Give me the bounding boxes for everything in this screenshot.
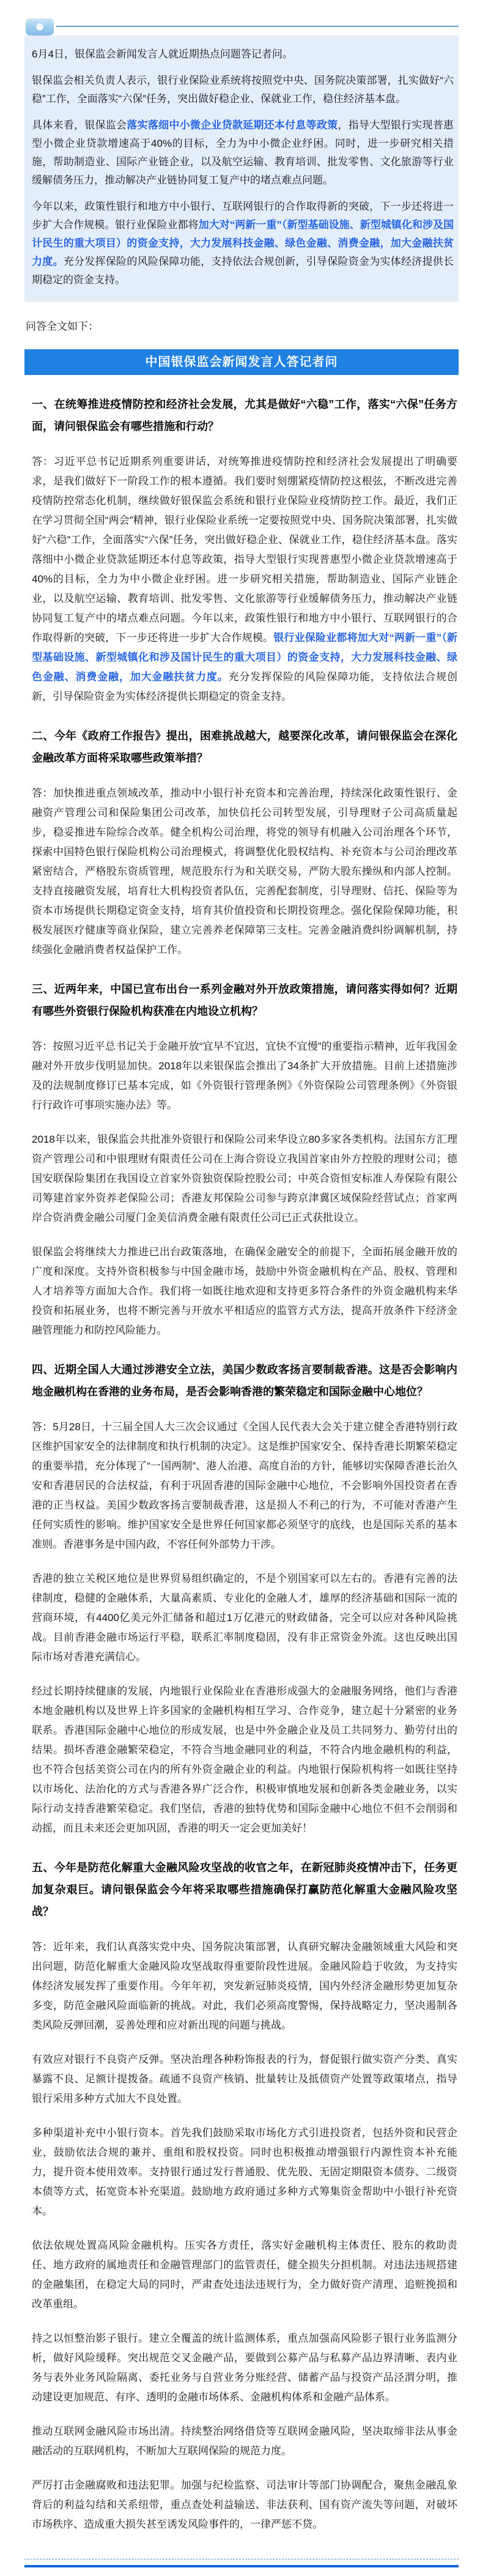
qa-title-banner: 中国银保监会新闻发言人答记者问: [24, 349, 459, 375]
question-heading: 五、今年是防范化解重大金融风险攻坚战的收官之年，在新冠肺炎疫情冲击下，任务更加复杂艰巨。请问银保监会今年将采取哪些措施确保打赢防范化解重大金融风险攻坚战？: [32, 1861, 457, 1918]
body-text: 严厉打击金融腐败和违法犯罪。加强与纪检监察、司法审计等部门协调配合，聚焦金融乱象背后的利益勾结和关系纽带，重点查处利益输送、非法获利、国有资产流失等问题，对破坏市场秩序、造成重大损失甚至诱发风险事件的，一律严惩不贷。: [32, 2479, 457, 2530]
body-text: 答：按照习近平总书记关于金融开放“宜早不宜迟，宜快不宜慢”的重要指示精神，近年我国金融对外开放步伐明显加快。2018年以来银保监会推出了34条扩大开放措施。目前上述措施涉及的法规制度修订已基本完成，如《外资银行管理条例》《外资保险公司管理条例》《外资银行行政许可事项实施办法》等。: [32, 1041, 457, 1111]
question-heading: 三、近两年来，中国已宣布出台一系列金融对外开放政策措施，请问落实得如何？近期有哪些外资银行保险机构获准在内地设立机构？: [32, 983, 457, 1017]
answer-paragraph: [32, 2476, 457, 2534]
answer-paragraph: [32, 2422, 457, 2461]
qa-leadin-text: 问答全文如下：: [26, 321, 98, 332]
intro-decoration: [24, 18, 459, 35]
answer-paragraph: [32, 1569, 457, 1667]
body-text: 6月4日，银保监会新闻发言人就近期热点问题答记者问。: [32, 48, 293, 60]
question-heading: 二、今年《政府工作报告》提出，困难挑战越大，越要深化改革，请问银保监会在深化金融改革方面将采取哪些政策举措？: [32, 730, 457, 764]
body-text: 有效应对银行不良资产反弹。坚决治理各种粉饰报表的行为，督促银行做实资产分类、真实暴露不良、足额计提拨备。疏通不良资产核销、批量转让及抵债资产处置等政策堵点，指导银行采用多种方式加大不良处置。: [32, 2054, 457, 2104]
question-heading: 四、近期全国人大通过涉港安全立法，美国少数政客扬言要制裁香港。这是否会影响内地金融机构在香港的业务布局，是否会影响香港的繁荣稳定和国际金融中心地位？: [32, 1364, 457, 1398]
body-text: 答：加快推进重点领域改革，推动中小银行补充资本和完善治理，持续深化政策性银行、金融资产管理公司和保险集团公司改革，加快信托公司转型发展，引导理财子公司高质量起步，稳妥推进车险综合改革。健全机构公司治理，将党的领导有机融入公司治理各个环节，探索中国特色银行保险机构公司治理模式，将调整优化股权结构、补充资本与公司治理改革紧密结合，严格股东资质管理，规范股东行为和关联交易，严防大股东操纵和内部人控制。支持直接融资发展，培育壮大机构投资者队伍，完善配套制度，引导理财、信托、保险等为资本市场提供长期稳定资金支持，培育其价值投资和长期投资理念。强化保险保障功能，积极发展医疗健康等商业保险，建立完善养老保障第三支柱。完善金融消费纠纷调解机制，持续强化金融消费者权益保护工作。: [32, 787, 457, 956]
intro-paragraph: [32, 116, 454, 190]
body-text: 银保监会将继续大力推进已出台政策落地，在确保金融安全的前提下，全面拓展金融开放的广度和深度。支持外资积极参与中国金融市场，鼓励中外资金融机构在产品、股权、管理和人才培养等方面加大合作。我们将一如既往地欢迎和支持更多符合条件的外资金融机构来华投资和拓展业务，也将不断完善与开放水平相适应的监管方式方法，提高开放条件下经济金融管理能力和防控风险能力。: [32, 1246, 457, 1336]
answer-paragraph: [32, 452, 457, 707]
qa-list: [24, 393, 459, 2534]
body-text: 银保监会相关负责人表示，银行业保险业系统将按照党中央、国务院决策部署，扎实做好“六稳”工作，全面落实“六保”任务，突出做好稳企业、保就业工作，稳住经济基本盘。: [32, 75, 454, 105]
intro-paragraph: [32, 72, 454, 108]
answer-paragraph: [32, 2236, 457, 2314]
question-heading: 一、在统筹推进疫情防控和经济社会发展，尤其是做好“六稳”工作，落实“六保”任务方面，请问银保监会有哪些措施和行动？: [32, 398, 457, 432]
answer-paragraph: [32, 784, 457, 960]
body-text: 充分发挥保险的风险保障功能，支持依法合规创新，引导保险资金为实体经济提供长期稳定的资金支持。: [32, 256, 454, 286]
intro-paragraph: [32, 45, 454, 64]
body-text: 答：近年来，我们认真落实党中央、国务院决策部署，认真研究解决金融领域重大风险和突出问题，防范化解重大金融风险攻坚战取得重要阶段性进展。金融风险趋于收敛，为支持实体经济发展发挥了重要作用。今年年初，突发新冠肺炎疫情，国内外经济金融形势更加复杂多变，防范金融风险面临新的挑战。对此，我们必须高度警惕，保持战略定力，坚决遏制各类风险反弹回潮，妥善处理和应对新出现的问题与挑战。: [32, 1941, 457, 2031]
body-text: 2018年以来，银保监会共批准外资银行和保险公司来华设立80多家各类机构。法国东方汇理资产管理公司和中银理财有限责任公司在上海合资设立我国首家由外方控股的理财公司；德国安联保险集团在我国设立首家外资独资保险控股公司；中英合资恒安标准人寿保险有限公司筹建首家外资养老保险公司；香港友邦保险公司参与跨京津冀区域保险经营试点；首家两岸合资消费金融公司厦门金美信消费金融有限责任公司已正式获批设立。: [32, 1134, 457, 1223]
intro-summary-box: [24, 35, 459, 302]
body-text: 具体来看，银保监会: [32, 119, 127, 131]
answer-paragraph: [32, 1037, 457, 1115]
intro-paragraph: [32, 198, 454, 289]
body-text: 答：5月28日，十三届全国人大三次会议通过《全国人民代表大会关于建立健全香港特别行政区维护国家安全的法律制度和执行机制的决定》。这是维护国家安全、保持香港长期繁荣稳定的重要举措，充分体现了“一国两制”、港人治港、高度自治的方针，能够切实保障香港长治久安和香港居民的合法权益，有利于巩固香港的国际金融中心地位，不会影响外国投资者在香港的正当权益。美国少数政客扬言要制裁香港，这是损人不利己的行为，不可能对香港产生任何实质性的影响。维护国家安全是世界任何国家都必须坚守的底线，也是国际关系的基本准则。香港事务是中国内政，不容任何外部势力干涉。: [32, 1421, 457, 1550]
emphasis-blue-text: 加大对“两新一重”（新型基础设施、新型城镇化和涉及国计民生的重大项目）的资金支持，大力发展科技金融、绿色金融、消费金融，加大金融扶贫力度。: [32, 219, 454, 267]
body-text: 答：习近平总书记近期系列重要讲话，对统筹推进疫情防控和经济社会发展提出了明确要求，是我们做好下一阶段工作的根本遵循。我们要时刻绷紧疫情防控这根弦，不断改进完善疫情防控常态化机制，继续做好银保监会系统和银行业保险业疫情防控工作。最近，我们正在学习贯彻全国“两会”精神，银行业保险业系统一定要按照党中央、国务院决策部署，扎实做好“六稳”工作，全面落实“六保”任务，突出做好稳企业、保就业工作，稳住经济基本盘。落实落细中小微企业贷款延期还本付息等政策，指导大型银行实现普惠型小微企业贷款增速高于40%的目标，全力为中小微企业纾困。进一步研究相关措施，帮助制造业、国际产业链企业，以及航空运输、教育培训、批发零售、文化旅游等行业缓解债务压力，推动解决产业链协同复工复产中的堵点难点问题。今年以来，政策性银行和地方中小银行、互联网银行的合作取得新的突破，下一步还将进一步扩大合作规模。: [32, 456, 457, 644]
answer-paragraph: [32, 2329, 457, 2407]
body-text: 依法依规处置高风险金融机构。压实各方责任，落实好金融机构主体责任、股东的救助责任、地方政府的属地责任和金融管理部门的监管责任，健全损失分担机制。对违法违规搭建的金融集团，在稳定大局的同时，严肃查处违法违规行为，全力做好资产清理、追赃挽损和改革重组。: [32, 2240, 457, 2310]
body-text: 推动互联网金融风险市场出清。持续整治网络借贷等互联网金融风险，坚决取缔非法从事金融活动的互联网机构，不断加大互联网保险的规范力度。: [32, 2426, 457, 2457]
body-text: ，指导大型银行实现普惠型小微企业贷款增速高于40%的目标，全力为中小微企业纾困。同时，进一步研究相关措施，帮助制造业、国际产业链企业，以及航空运输、教育培训、批发零售、文化旅游等行业缓解债务压力，推动解决产业链协同复工复产中的堵点难点问题。: [32, 119, 454, 186]
decorative-horizontal-line: [56, 26, 459, 27]
solid-divider: [24, 2565, 459, 2567]
answer-paragraph: [32, 1682, 457, 1838]
body-text: 香港的独立关税区地位是世界贸易组织确定的，不是个别国家可以左右的。香港有完善的法律制度，稳健的金融体系，大量高素质、专业化的金融人才，雄厚的经济基础和国际一流的营商环境，有4400亿美元外汇储备和超过1万亿港元的财政储备，完全可以应对各种风险挑战。目前香港金融市场运行平稳，联系汇率制度稳固，没有非正常资金外流。这也反映出国际市场对香港充满信心。: [32, 1573, 457, 1663]
emphasis-blue-text: 落实落细中小微企业贷款延期还本付息等政策: [127, 119, 338, 131]
dot-icon: [36, 23, 43, 31]
body-text: 经过长期持续健康的发展，内地银行业保险业在香港形成强大的金融服务网络，他们与香港本地金融机构以及世界上许多国家的金融机构相互学习、合作竞争，建立起十分紧密的业务联系。香港国际金融中心地位的形成发展，也是中外金融企业及员工共同努力、勤劳付出的结果。损坏香港金融繁荣稳定，不符合当地金融同业的利益，不符合内地金融机构的利益，也不符合包括美资公司在内的所有外资金融企业的利益。内地银行保险机构将一如既往坚持以市场化、法治化的方式与香港各界广泛合作，积极审慎地发展和创新各类金融业务，以实际行动支持香港繁荣稳定。我们坚信，香港的独特优势和国际金融中心地位不但不会削弱和动摇，而且未来还会更加巩固，香港的明天一定会更加美好！: [32, 1685, 457, 1834]
body-text: 持之以恒整治影子银行。建立全覆盖的统计监测体系，重点加强高风险影子银行业务监测分析，做好风险缓释。突出规范交叉金融产品，要做到公募产品与私募产品边界清晰、表内业务与表外业务风险隔离、委托业务与自营业务分账经营、储蓄产品与投资产品泾渭分明，推动建设更加规范、有序、透明的金融市场体系、金融机构体系和金融产品体系。: [32, 2333, 457, 2403]
answer-paragraph: [32, 1242, 457, 1340]
answer-paragraph: [32, 2050, 457, 2109]
emphasis-blue-text: 银行业保险业都将加大对“两新一重”（新型基础设施、新型城镇化和涉及国计民生的重大项目）的资金支持，大力发展科技金融、绿色金融、消费金融，加大金融扶贫力度。: [32, 632, 458, 683]
body-text: 充分发挥保险的风险保障功能，支持依法合规创新，引导保险资金为实体经济提供长期稳定的资金支持。: [32, 671, 458, 702]
answer-paragraph: [32, 1130, 457, 1228]
body-text: 多种渠道补充中小银行资本。首先我们鼓励采取市场化方式引进投资者，包括外资和民营企业，鼓励依法合规的兼并、重组和股权投资。同时也积极推动增强银行内源性资本补充能力，提升资本使用效率。支持银行通过发行普通股、优先股、无固定期限资本债券、二级资本债等方式，拓宽资本补充渠道。鼓励地方政府通过多种方式筹集资金帮助中小银行补充资本。: [32, 2127, 457, 2217]
answer-paragraph: [32, 1937, 457, 2035]
body-text: 今年以来，政策性银行和地方中小银行、互联网银行的合作取得新的突破，下一步还将进一步扩大合作规模。银行业保险业都将: [32, 201, 454, 231]
circle-dot-icon: [26, 18, 54, 35]
answer-paragraph: [32, 1417, 457, 1554]
answer-paragraph: [32, 2123, 457, 2221]
